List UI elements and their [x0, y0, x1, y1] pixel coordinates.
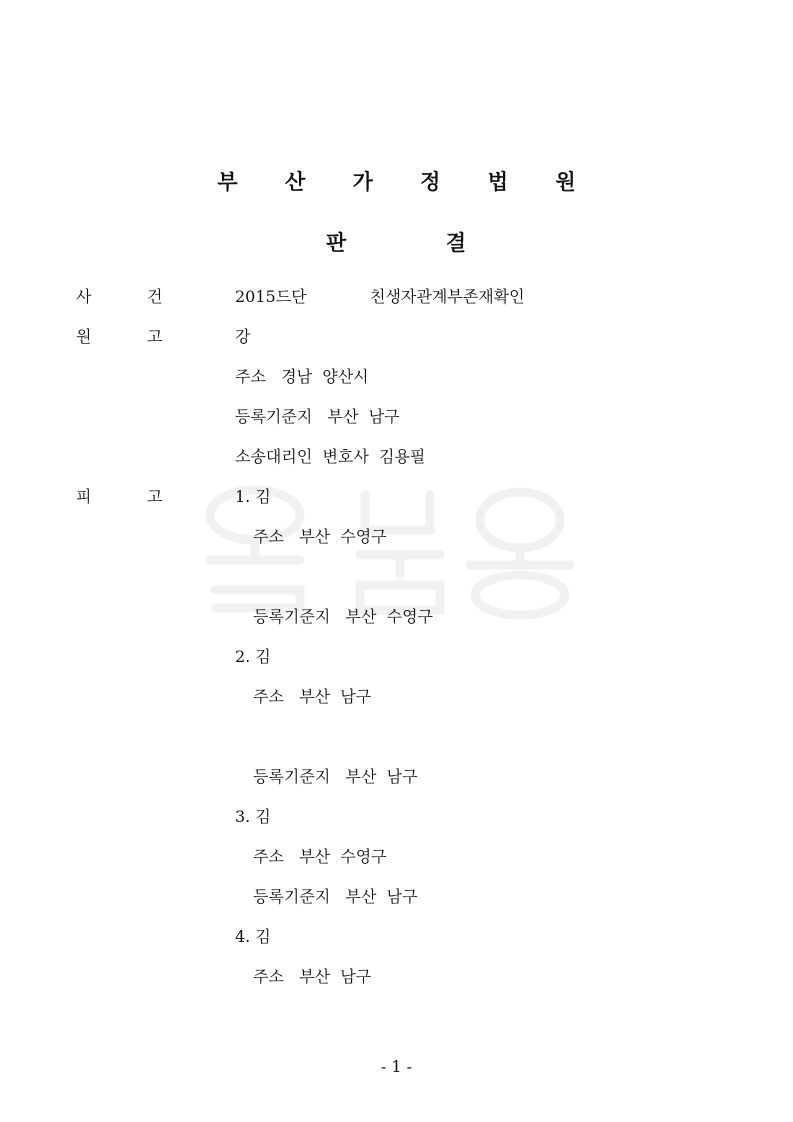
defendant-3-name: 3. 김	[235, 807, 271, 826]
defendant-4-name: 4. 김	[235, 927, 271, 946]
document-title	[326, 227, 466, 257]
case-label-a: 사	[76, 287, 92, 306]
case-number: 2015드단	[235, 287, 307, 306]
plaintiff-registry: 등록기준지 부산 남구	[235, 407, 400, 426]
defendant-4-address: 주소 부산 남구	[253, 967, 372, 986]
defendant-2-name: 2. 김	[235, 647, 271, 666]
case-label-b: 건	[147, 287, 163, 306]
defendant-2-address: 주소 부산 남구	[253, 687, 372, 706]
plaintiff-attorney: 소송대리인 변호사 김용필	[235, 447, 426, 466]
case-name: 친생자관계부존재확인	[370, 287, 525, 306]
defendant-3-address: 주소 부산 수영구	[253, 847, 387, 866]
plaintiff-label-b: 고	[147, 327, 163, 346]
court-name: 부 산 가 정 법 원	[217, 170, 596, 194]
plaintiff-label-a: 원	[76, 327, 92, 346]
plaintiff-name: 강	[235, 327, 251, 346]
defendant-label-a: 피	[76, 487, 92, 506]
defendant-1-name: 1. 김	[235, 487, 271, 506]
defendant-3-registry: 등록기준지 부산 남구	[253, 887, 418, 906]
page-number: - 1 -	[380, 1057, 413, 1076]
defendant-1-registry: 등록기준지 부산 수영구	[253, 607, 433, 626]
document-title-right: 결	[445, 231, 466, 255]
document-title-left: 판	[326, 231, 347, 255]
defendant-label-b: 고	[147, 487, 163, 506]
plaintiff-address: 주소 경남 양산시	[235, 367, 369, 386]
defendant-1-address: 주소 부산 수영구	[253, 527, 387, 546]
defendant-2-registry: 등록기준지 부산 남구	[253, 767, 418, 786]
